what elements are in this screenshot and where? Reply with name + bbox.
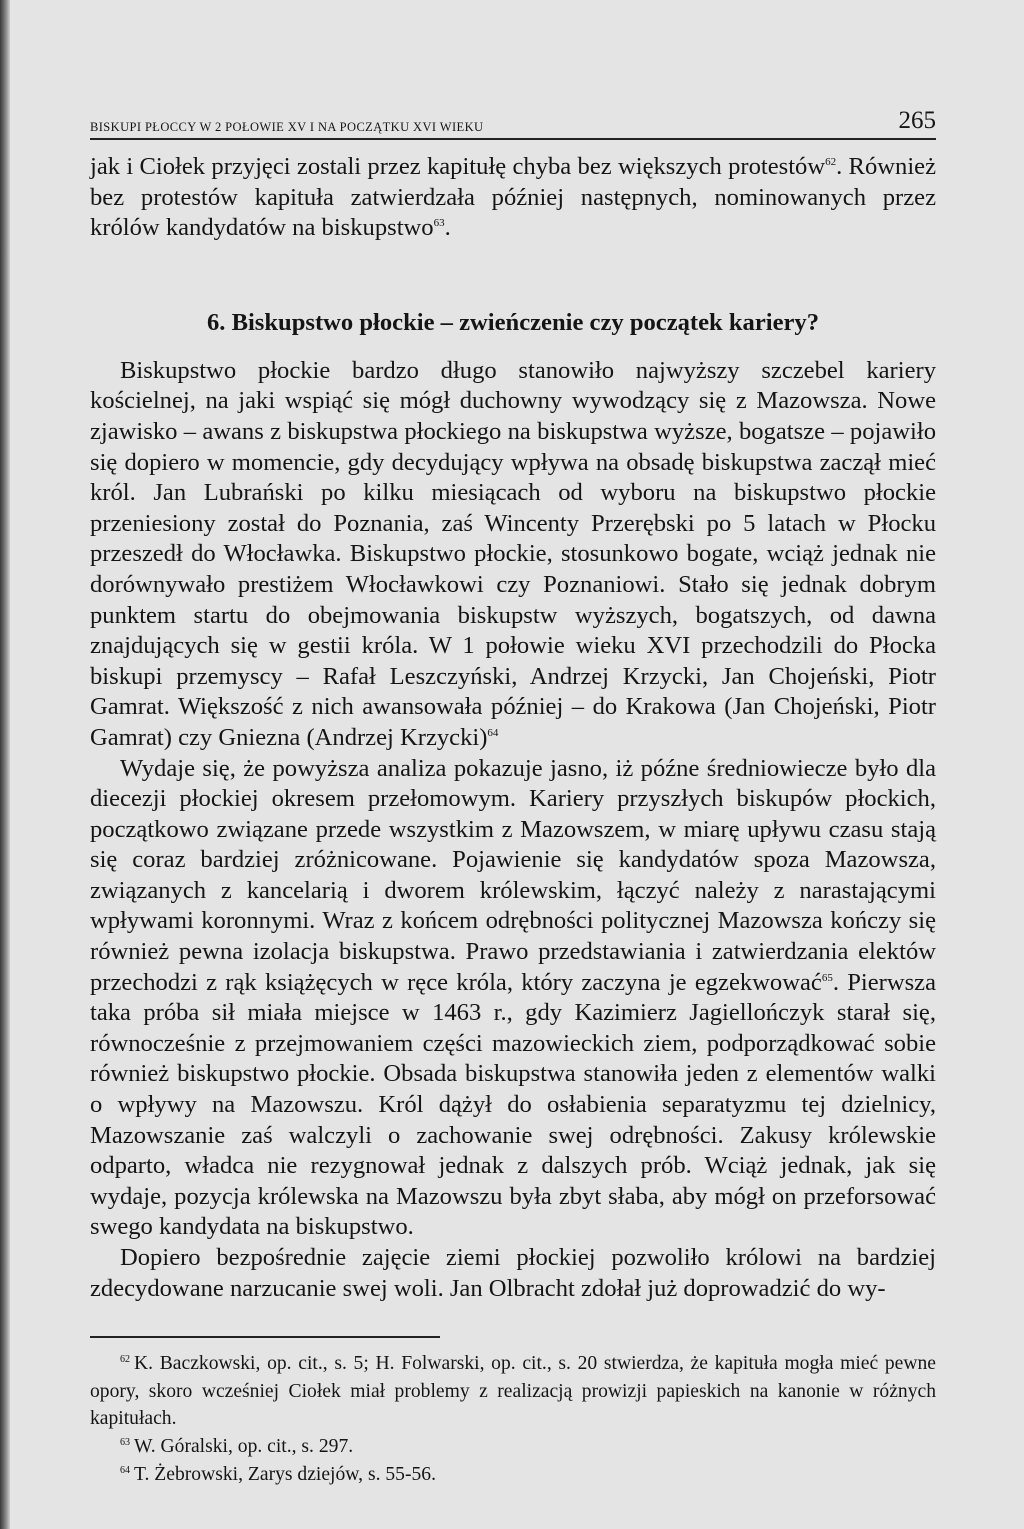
page-body [90,152,936,1488]
footnote-ref-62: 62 [825,156,837,168]
footnote-number: 64 [120,1464,130,1476]
section-heading: 6. Biskupstwo płockie – zwieńczenie czy początek kariery? [206,308,820,336]
intro-text-1: jak i Ciołek przyjęci zostali przez kapitułę chyba bez większych protestów [90,153,826,180]
footnote-ref-64: 64 [487,726,499,739]
paragraph-1-text: Biskupstwo płockie bardzo długo stanowiło najwyższy szczebel kariery kościelnej, na jaki wspiąć się mógł duchowny wywodzący się z Mazowsza. Nowe zjawisko – awans z biskupstwa płockiego na biskupstwa wyższe, bogatsze – pojawiło się dopiero w momencie, gdy decydujący wpływa na obsadę biskupstwa zaczął mieć król. Jan Lubrański po kilku miesiącach od wyboru na biskupstwo płockie przeniesiony został do Poznania, zaś Wincenty Przerębski po 5 latach w Płocku przeszedł do Włocławka. Biskupstwo płockie, stosunkowo bogate, wciąż jednak nie dorównywało prestiżem Włocławkowi czy Poznaniowi. Stało się jednak dobrym punktem startu do obejmowania biskupstw wyższych, bogatszych, od dawna znajdujących się w gestii króla. W 1 połowie wieku XVI przechodzili do Płocka biskupi przemyscy – Rafał Leszczyński, Andrzej Krzycki, Jan Chojeński, Piotr Gamrat. Większość z nich awansowała później – do Krakowa (Jan Chojeński, Piotr Gamrat) czy Gniezna (Andrzej Krzycki) [90,356,936,751]
footnote-text: T. Żebrowski, Zarys dziejów, s. 55-56. [134,1463,436,1485]
footnote-ref-63: 63 [433,217,445,230]
footnote-number: 62 [120,1354,130,1366]
paragraph-2 [90,754,936,1244]
footnote-ref-65: 65 [821,971,833,984]
page-number: 265 [898,107,936,134]
running-head: BISKUPI PŁOCCY W 2 POŁOWIE XV I NA POCZĄTKU XVI WIEKU [90,120,484,134]
footnotes [90,1350,936,1488]
page-edge-shadow [0,0,10,1529]
intro-text-3: . [444,214,451,242]
paragraph-2-text-2: . Pierwsza taka próba sił miała miejsce w 1463 r., gdy Kazimierz Jagiellończyk starał się, równocześnie z przejmowaniem części mazowieckich ziem, podporządkować sobie również biskupstwo płockie. Obsada biskupstwa stanowiła jeden z elementów walki o wpływy na Mazowszu. Król dążył do osłabienia separatyzmu tej dzielnicy, Mazowszanie zaś walczyli o zachowanie swej odrębności. Zakusy królewskie odparto, władca nie rezygnował jednak z dalszych prób. Wciąż jednak, jak się wydaje, pozycja królewska na Mazowszu była zbyt słaba, aby mógł on przeforsować swego kandydata na biskupstwo. [90,968,936,1241]
intro-paragraph [90,152,936,244]
footnote-text: W. Góralski, op. cit., s. 297. [134,1435,354,1457]
paragraph-3: Dopiero bezpośrednie zajęcie ziemi płockiej pozwoliło królowi na bardziej zdecydowane narzucanie swej woli. Jan Olbracht zdołał już doprowadzić do wy- [90,1244,936,1302]
footnote-63 [90,1433,936,1461]
footnote-62 [90,1350,936,1433]
intro-text-2: . Również bez protestów kapituła zatwierdzała później następnych, nominowanych przez królów kandydatów na biskupstwo [90,153,936,242]
footnote-64 [90,1461,936,1489]
footnote-number: 63 [120,1436,130,1448]
paragraph-1 [90,356,936,754]
paragraph-2-text-1: Wydaje się, że powyższa analiza pokazuje jasno, iż późne średniowiecze było dla diecezji płockiej okresem przełomowym. Kariery przyszłych biskupów płockich, początkowo związane przede wszystkim z Mazowszem, w miarę upływu czasu stają się coraz bardziej zróżnicowane. Pojawienie się kandydatów spoza Mazowsza, związanych z kancelarią i dworem królewskim, łączyć należy z narastającymi wpływami koronnymi. Wraz z końcem odrębności politycznej Mazowsza kończy się również pewna izolacja biskupstwa. Prawo przedstawiania i zatwierdzania elektów przechodzi z rąk książęcych w ręce króla, który zaczyna je egzekwować [90,754,936,996]
footnote-divider [90,1336,440,1338]
page-header [90,104,936,140]
footnote-text: K. Baczkowski, op. cit., s. 5; H. Folwarski, op. cit., s. 20 stwierdza, że kapituła mogła mieć pewne opory, skoro wcześniej Ciołek miał problemy z realizacją prowizji papieskich na kanonie w różnych kapitułach. [90,1353,936,1430]
